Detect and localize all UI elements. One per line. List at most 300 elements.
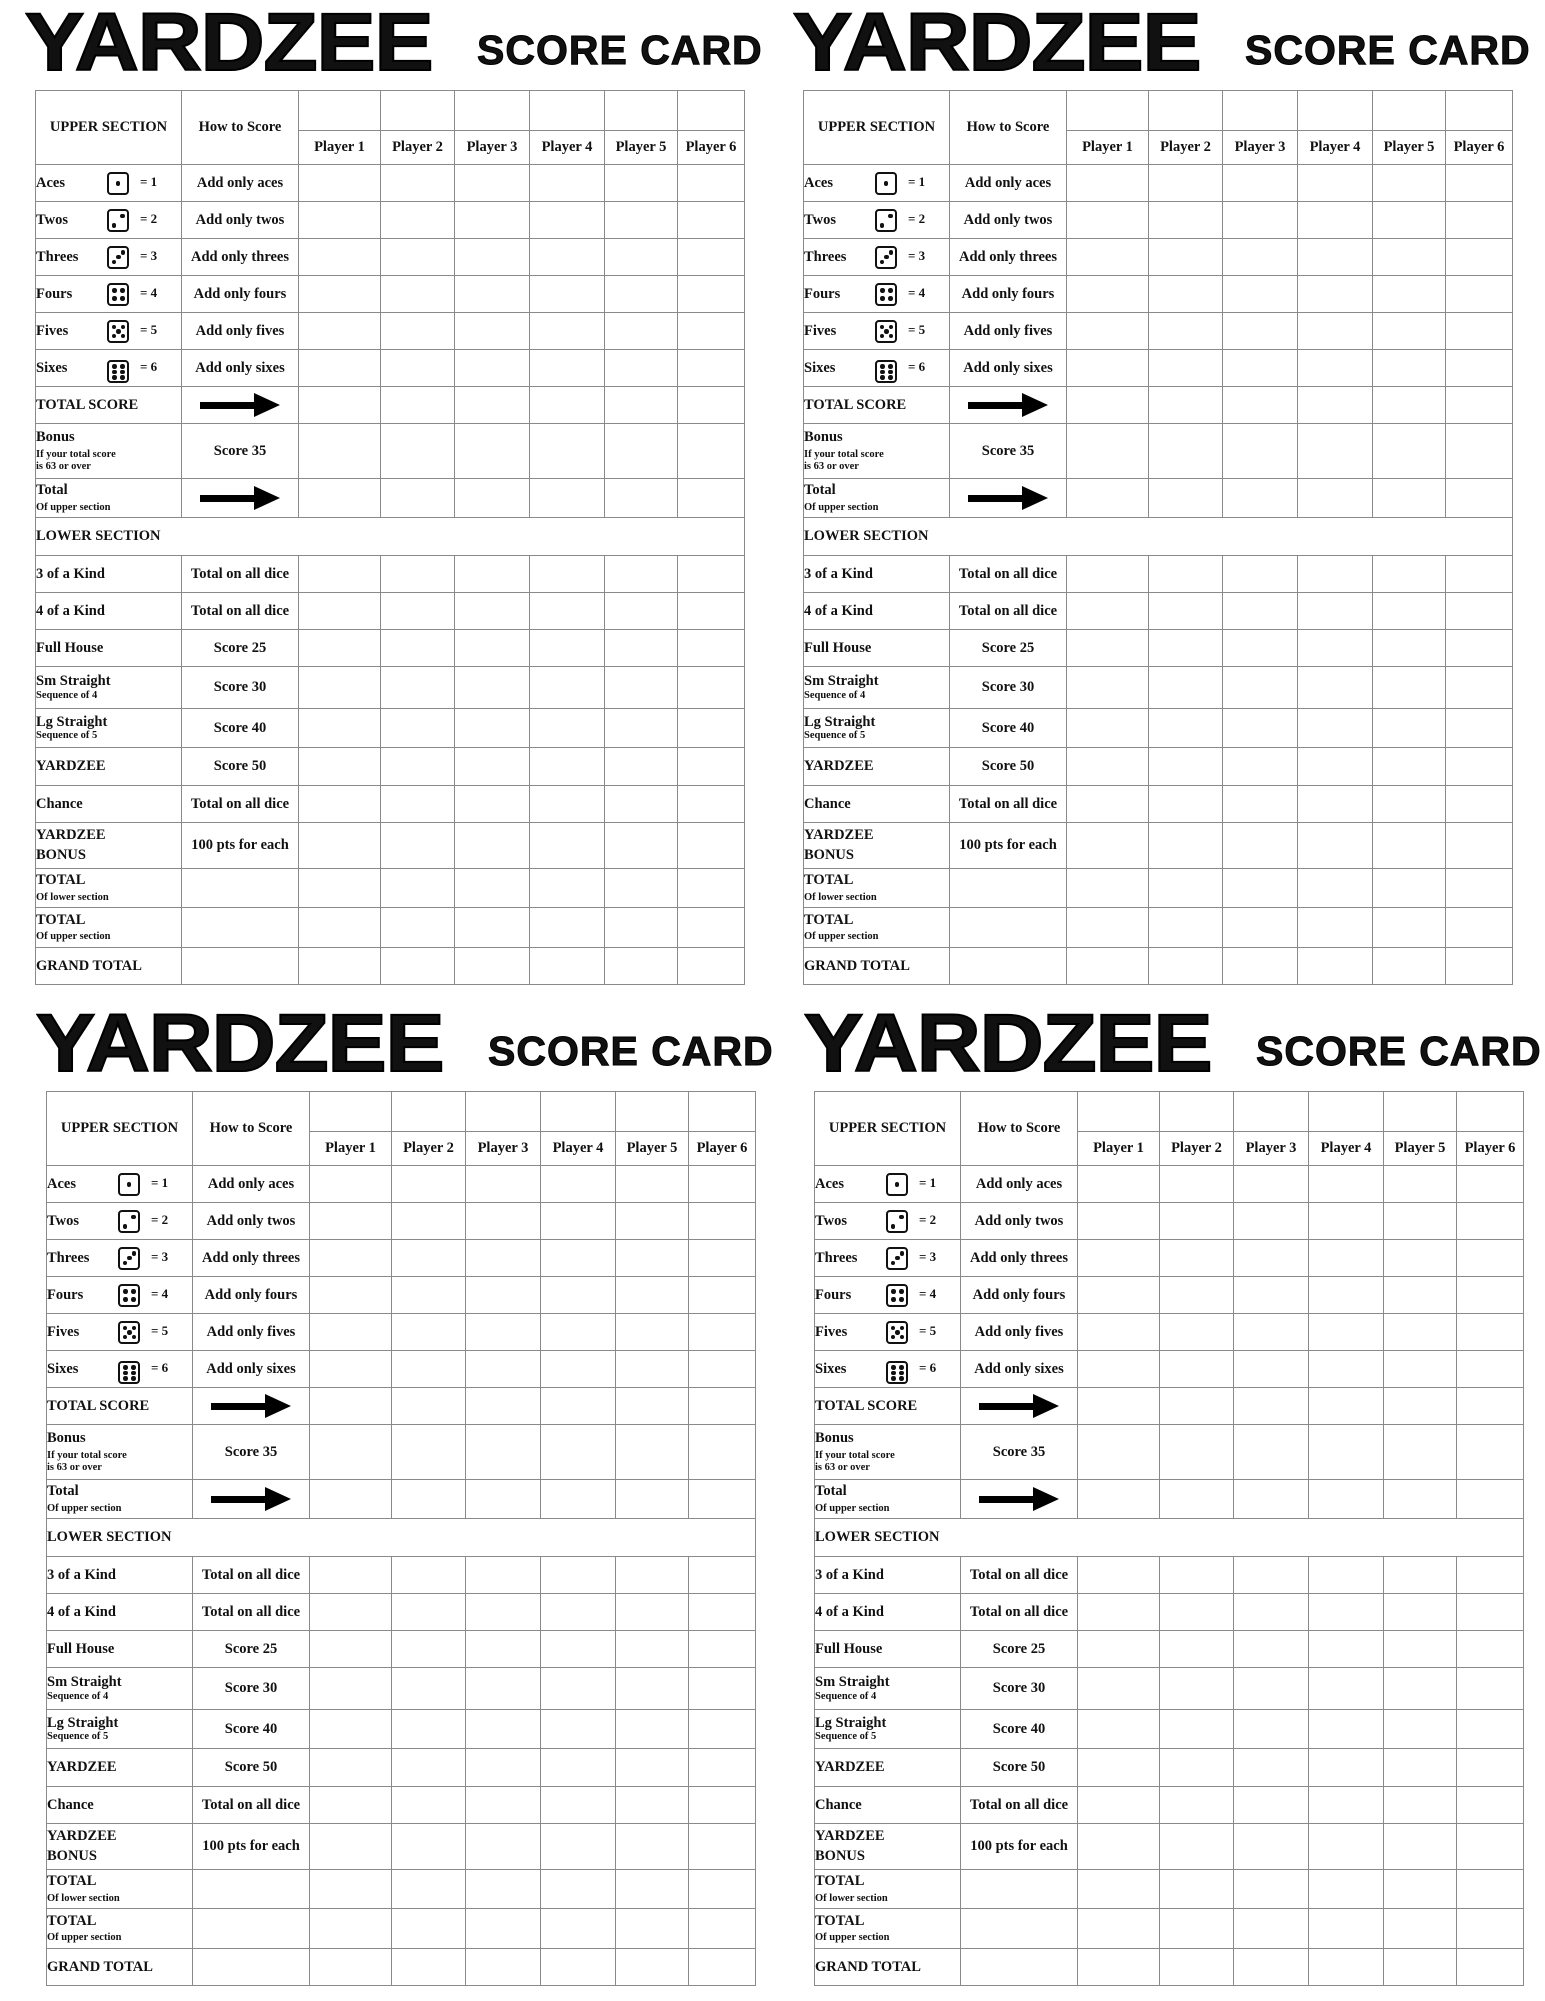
score-cell[interactable]	[1067, 239, 1149, 276]
score-cell[interactable]	[466, 1668, 541, 1710]
score-cell[interactable]	[1223, 239, 1298, 276]
score-cell[interactable]	[1223, 387, 1298, 424]
score-cell[interactable]	[392, 1203, 466, 1240]
score-cell[interactable]	[455, 479, 530, 518]
score-cell[interactable]	[1309, 1909, 1384, 1949]
score-cell[interactable]	[541, 1949, 616, 1986]
score-cell[interactable]	[1149, 239, 1223, 276]
score-cell[interactable]	[616, 1277, 689, 1314]
score-cell[interactable]	[1298, 313, 1373, 350]
score-cell[interactable]	[1446, 709, 1513, 748]
score-cell[interactable]	[1298, 948, 1373, 985]
score-cell[interactable]	[392, 1314, 466, 1351]
score-cell[interactable]	[605, 424, 678, 479]
score-cell[interactable]	[1160, 1631, 1234, 1668]
score-cell[interactable]	[1078, 1594, 1160, 1631]
score-cell[interactable]	[466, 1870, 541, 1909]
score-cell[interactable]	[1298, 165, 1373, 202]
score-cell[interactable]	[1384, 1240, 1457, 1277]
score-cell[interactable]	[310, 1787, 392, 1824]
score-cell[interactable]	[689, 1949, 756, 1986]
score-cell[interactable]	[530, 479, 605, 518]
score-cell[interactable]	[1298, 823, 1373, 869]
score-cell[interactable]	[1223, 202, 1298, 239]
score-cell[interactable]	[1446, 276, 1513, 313]
score-cell[interactable]	[299, 823, 381, 869]
score-cell[interactable]	[678, 165, 745, 202]
score-cell[interactable]	[1384, 1824, 1457, 1870]
score-cell[interactable]	[381, 239, 455, 276]
score-cell[interactable]	[381, 667, 455, 709]
score-cell[interactable]	[466, 1240, 541, 1277]
score-cell[interactable]	[1446, 667, 1513, 709]
score-cell[interactable]	[1298, 667, 1373, 709]
score-cell[interactable]	[310, 1824, 392, 1870]
score-cell[interactable]	[1446, 313, 1513, 350]
score-cell[interactable]	[466, 1787, 541, 1824]
score-cell[interactable]	[392, 1870, 466, 1909]
score-cell[interactable]	[689, 1314, 756, 1351]
score-cell[interactable]	[1160, 1557, 1234, 1594]
score-cell[interactable]	[1149, 908, 1223, 948]
score-cell[interactable]	[392, 1240, 466, 1277]
score-cell[interactable]	[530, 593, 605, 630]
score-cell[interactable]	[1223, 869, 1298, 908]
score-cell[interactable]	[381, 908, 455, 948]
score-cell[interactable]	[1446, 165, 1513, 202]
score-cell[interactable]	[381, 556, 455, 593]
score-cell[interactable]	[1373, 709, 1446, 748]
score-cell[interactable]	[1384, 1166, 1457, 1203]
score-cell[interactable]	[381, 165, 455, 202]
score-cell[interactable]	[466, 1277, 541, 1314]
score-cell[interactable]	[530, 869, 605, 908]
score-cell[interactable]	[616, 1909, 689, 1949]
score-cell[interactable]	[392, 1909, 466, 1949]
score-cell[interactable]	[541, 1314, 616, 1351]
score-cell[interactable]	[1067, 350, 1149, 387]
score-cell[interactable]	[1160, 1710, 1234, 1749]
score-cell[interactable]	[605, 387, 678, 424]
score-cell[interactable]	[1457, 1277, 1524, 1314]
player-name-cell[interactable]	[1457, 1092, 1524, 1132]
score-cell[interactable]	[1373, 276, 1446, 313]
score-cell[interactable]	[1384, 1787, 1457, 1824]
score-cell[interactable]	[678, 424, 745, 479]
score-cell[interactable]	[616, 1557, 689, 1594]
score-cell[interactable]	[689, 1749, 756, 1787]
score-cell[interactable]	[1298, 593, 1373, 630]
score-cell[interactable]	[541, 1203, 616, 1240]
player-name-cell[interactable]	[1078, 1092, 1160, 1132]
score-cell[interactable]	[1446, 869, 1513, 908]
score-cell[interactable]	[1067, 593, 1149, 630]
score-cell[interactable]	[1309, 1631, 1384, 1668]
score-cell[interactable]	[1298, 350, 1373, 387]
score-cell[interactable]	[1223, 556, 1298, 593]
score-cell[interactable]	[689, 1203, 756, 1240]
score-cell[interactable]	[1223, 908, 1298, 948]
score-cell[interactable]	[1223, 479, 1298, 518]
score-cell[interactable]	[1078, 1787, 1160, 1824]
score-cell[interactable]	[1078, 1351, 1160, 1388]
score-cell[interactable]	[392, 1166, 466, 1203]
score-cell[interactable]	[541, 1710, 616, 1749]
score-cell[interactable]	[1373, 786, 1446, 823]
score-cell[interactable]	[1160, 1314, 1234, 1351]
score-cell[interactable]	[1149, 424, 1223, 479]
score-cell[interactable]	[616, 1240, 689, 1277]
player-name-cell[interactable]	[605, 91, 678, 131]
score-cell[interactable]	[392, 1631, 466, 1668]
score-cell[interactable]	[455, 165, 530, 202]
score-cell[interactable]	[1067, 948, 1149, 985]
score-cell[interactable]	[678, 313, 745, 350]
score-cell[interactable]	[1234, 1351, 1309, 1388]
score-cell[interactable]	[530, 165, 605, 202]
score-cell[interactable]	[1234, 1824, 1309, 1870]
score-cell[interactable]	[1457, 1710, 1524, 1749]
score-cell[interactable]	[689, 1668, 756, 1710]
score-cell[interactable]	[1457, 1240, 1524, 1277]
score-cell[interactable]	[1223, 165, 1298, 202]
score-cell[interactable]	[616, 1594, 689, 1631]
score-cell[interactable]	[455, 709, 530, 748]
score-cell[interactable]	[616, 1314, 689, 1351]
score-cell[interactable]	[1160, 1824, 1234, 1870]
score-cell[interactable]	[530, 630, 605, 667]
score-cell[interactable]	[1298, 239, 1373, 276]
score-cell[interactable]	[1298, 748, 1373, 786]
score-cell[interactable]	[605, 667, 678, 709]
score-cell[interactable]	[541, 1277, 616, 1314]
score-cell[interactable]	[310, 1949, 392, 1986]
score-cell[interactable]	[1234, 1277, 1309, 1314]
score-cell[interactable]	[381, 593, 455, 630]
score-cell[interactable]	[1373, 869, 1446, 908]
score-cell[interactable]	[455, 202, 530, 239]
score-cell[interactable]	[689, 1631, 756, 1668]
score-cell[interactable]	[678, 748, 745, 786]
score-cell[interactable]	[299, 479, 381, 518]
score-cell[interactable]	[1234, 1909, 1309, 1949]
score-cell[interactable]	[466, 1824, 541, 1870]
score-cell[interactable]	[1309, 1314, 1384, 1351]
score-cell[interactable]	[1078, 1166, 1160, 1203]
score-cell[interactable]	[689, 1557, 756, 1594]
score-cell[interactable]	[1149, 630, 1223, 667]
score-cell[interactable]	[616, 1749, 689, 1787]
score-cell[interactable]	[1234, 1203, 1309, 1240]
score-cell[interactable]	[455, 276, 530, 313]
score-cell[interactable]	[1160, 1425, 1234, 1480]
score-cell[interactable]	[1160, 1351, 1234, 1388]
score-cell[interactable]	[616, 1949, 689, 1986]
score-cell[interactable]	[1309, 1594, 1384, 1631]
score-cell[interactable]	[299, 387, 381, 424]
score-cell[interactable]	[1309, 1870, 1384, 1909]
score-cell[interactable]	[530, 387, 605, 424]
score-cell[interactable]	[1160, 1787, 1234, 1824]
score-cell[interactable]	[299, 948, 381, 985]
score-cell[interactable]	[466, 1594, 541, 1631]
score-cell[interactable]	[1078, 1240, 1160, 1277]
score-cell[interactable]	[678, 593, 745, 630]
score-cell[interactable]	[1078, 1710, 1160, 1749]
score-cell[interactable]	[466, 1710, 541, 1749]
score-cell[interactable]	[1234, 1240, 1309, 1277]
score-cell[interactable]	[1457, 1824, 1524, 1870]
score-cell[interactable]	[381, 479, 455, 518]
score-cell[interactable]	[1298, 786, 1373, 823]
score-cell[interactable]	[1078, 1824, 1160, 1870]
score-cell[interactable]	[1160, 1480, 1234, 1519]
score-cell[interactable]	[1160, 1949, 1234, 1986]
score-cell[interactable]	[616, 1668, 689, 1710]
score-cell[interactable]	[530, 667, 605, 709]
score-cell[interactable]	[1067, 786, 1149, 823]
score-cell[interactable]	[1298, 869, 1373, 908]
score-cell[interactable]	[1149, 709, 1223, 748]
score-cell[interactable]	[466, 1749, 541, 1787]
score-cell[interactable]	[1373, 948, 1446, 985]
score-cell[interactable]	[299, 313, 381, 350]
score-cell[interactable]	[381, 276, 455, 313]
score-cell[interactable]	[1384, 1203, 1457, 1240]
score-cell[interactable]	[1067, 748, 1149, 786]
score-cell[interactable]	[1223, 313, 1298, 350]
score-cell[interactable]	[1384, 1749, 1457, 1787]
score-cell[interactable]	[1067, 424, 1149, 479]
score-cell[interactable]	[310, 1240, 392, 1277]
score-cell[interactable]	[1078, 1203, 1160, 1240]
score-cell[interactable]	[1384, 1425, 1457, 1480]
score-cell[interactable]	[299, 593, 381, 630]
score-cell[interactable]	[1234, 1594, 1309, 1631]
score-cell[interactable]	[1234, 1787, 1309, 1824]
score-cell[interactable]	[1298, 479, 1373, 518]
score-cell[interactable]	[1223, 630, 1298, 667]
score-cell[interactable]	[299, 748, 381, 786]
score-cell[interactable]	[1457, 1594, 1524, 1631]
score-cell[interactable]	[1373, 823, 1446, 869]
score-cell[interactable]	[1457, 1909, 1524, 1949]
score-cell[interactable]	[530, 313, 605, 350]
score-cell[interactable]	[530, 556, 605, 593]
score-cell[interactable]	[1309, 1749, 1384, 1787]
score-cell[interactable]	[1457, 1314, 1524, 1351]
player-name-cell[interactable]	[466, 1092, 541, 1132]
score-cell[interactable]	[381, 748, 455, 786]
score-cell[interactable]	[1067, 202, 1149, 239]
player-name-cell[interactable]	[1309, 1092, 1384, 1132]
score-cell[interactable]	[530, 709, 605, 748]
score-cell[interactable]	[1223, 424, 1298, 479]
score-cell[interactable]	[1457, 1557, 1524, 1594]
score-cell[interactable]	[1234, 1314, 1309, 1351]
score-cell[interactable]	[1223, 667, 1298, 709]
score-cell[interactable]	[310, 1277, 392, 1314]
score-cell[interactable]	[392, 1388, 466, 1425]
score-cell[interactable]	[1309, 1787, 1384, 1824]
score-cell[interactable]	[466, 1631, 541, 1668]
score-cell[interactable]	[1067, 165, 1149, 202]
score-cell[interactable]	[678, 948, 745, 985]
score-cell[interactable]	[1309, 1166, 1384, 1203]
score-cell[interactable]	[392, 1425, 466, 1480]
score-cell[interactable]	[310, 1388, 392, 1425]
player-name-cell[interactable]	[530, 91, 605, 131]
score-cell[interactable]	[299, 165, 381, 202]
score-cell[interactable]	[310, 1166, 392, 1203]
score-cell[interactable]	[1078, 1388, 1160, 1425]
score-cell[interactable]	[1149, 948, 1223, 985]
score-cell[interactable]	[1309, 1557, 1384, 1594]
score-cell[interactable]	[1160, 1909, 1234, 1949]
score-cell[interactable]	[392, 1824, 466, 1870]
score-cell[interactable]	[381, 948, 455, 985]
score-cell[interactable]	[1309, 1240, 1384, 1277]
score-cell[interactable]	[1457, 1388, 1524, 1425]
score-cell[interactable]	[678, 350, 745, 387]
score-cell[interactable]	[530, 948, 605, 985]
score-cell[interactable]	[1078, 1749, 1160, 1787]
score-cell[interactable]	[1373, 350, 1446, 387]
score-cell[interactable]	[616, 1870, 689, 1909]
score-cell[interactable]	[392, 1749, 466, 1787]
score-cell[interactable]	[541, 1480, 616, 1519]
score-cell[interactable]	[678, 869, 745, 908]
score-cell[interactable]	[689, 1166, 756, 1203]
score-cell[interactable]	[541, 1240, 616, 1277]
score-cell[interactable]	[392, 1787, 466, 1824]
score-cell[interactable]	[1067, 556, 1149, 593]
score-cell[interactable]	[1067, 869, 1149, 908]
score-cell[interactable]	[299, 869, 381, 908]
score-cell[interactable]	[1160, 1388, 1234, 1425]
score-cell[interactable]	[1078, 1480, 1160, 1519]
score-cell[interactable]	[1223, 350, 1298, 387]
score-cell[interactable]	[1384, 1388, 1457, 1425]
score-cell[interactable]	[381, 786, 455, 823]
score-cell[interactable]	[1457, 1870, 1524, 1909]
score-cell[interactable]	[466, 1425, 541, 1480]
score-cell[interactable]	[1067, 667, 1149, 709]
score-cell[interactable]	[678, 823, 745, 869]
score-cell[interactable]	[1078, 1314, 1160, 1351]
score-cell[interactable]	[605, 748, 678, 786]
score-cell[interactable]	[1160, 1240, 1234, 1277]
score-cell[interactable]	[616, 1425, 689, 1480]
score-cell[interactable]	[310, 1668, 392, 1710]
score-cell[interactable]	[299, 667, 381, 709]
score-cell[interactable]	[1373, 593, 1446, 630]
score-cell[interactable]	[616, 1480, 689, 1519]
score-cell[interactable]	[541, 1166, 616, 1203]
score-cell[interactable]	[616, 1787, 689, 1824]
score-cell[interactable]	[1160, 1166, 1234, 1203]
score-cell[interactable]	[530, 748, 605, 786]
score-cell[interactable]	[678, 556, 745, 593]
score-cell[interactable]	[455, 667, 530, 709]
score-cell[interactable]	[1373, 387, 1446, 424]
score-cell[interactable]	[605, 313, 678, 350]
score-cell[interactable]	[541, 1351, 616, 1388]
score-cell[interactable]	[541, 1909, 616, 1949]
score-cell[interactable]	[381, 630, 455, 667]
score-cell[interactable]	[466, 1388, 541, 1425]
score-cell[interactable]	[299, 350, 381, 387]
score-cell[interactable]	[1457, 1425, 1524, 1480]
score-cell[interactable]	[1384, 1668, 1457, 1710]
score-cell[interactable]	[1234, 1949, 1309, 1986]
score-cell[interactable]	[1067, 276, 1149, 313]
score-cell[interactable]	[530, 424, 605, 479]
score-cell[interactable]	[1309, 1949, 1384, 1986]
score-cell[interactable]	[605, 556, 678, 593]
score-cell[interactable]	[1298, 424, 1373, 479]
player-name-cell[interactable]	[616, 1092, 689, 1132]
score-cell[interactable]	[392, 1594, 466, 1631]
score-cell[interactable]	[605, 276, 678, 313]
score-cell[interactable]	[1446, 202, 1513, 239]
score-cell[interactable]	[1373, 313, 1446, 350]
score-cell[interactable]	[1149, 202, 1223, 239]
score-cell[interactable]	[381, 709, 455, 748]
score-cell[interactable]	[678, 276, 745, 313]
score-cell[interactable]	[689, 1425, 756, 1480]
score-cell[interactable]	[1234, 1557, 1309, 1594]
score-cell[interactable]	[381, 387, 455, 424]
player-name-cell[interactable]	[1446, 91, 1513, 131]
score-cell[interactable]	[605, 165, 678, 202]
score-cell[interactable]	[689, 1909, 756, 1949]
player-name-cell[interactable]	[678, 91, 745, 131]
score-cell[interactable]	[310, 1909, 392, 1949]
score-cell[interactable]	[1067, 479, 1149, 518]
score-cell[interactable]	[1373, 748, 1446, 786]
score-cell[interactable]	[1446, 387, 1513, 424]
score-cell[interactable]	[1223, 948, 1298, 985]
score-cell[interactable]	[1384, 1557, 1457, 1594]
score-cell[interactable]	[466, 1909, 541, 1949]
score-cell[interactable]	[1446, 556, 1513, 593]
score-cell[interactable]	[455, 948, 530, 985]
score-cell[interactable]	[392, 1949, 466, 1986]
player-name-cell[interactable]	[381, 91, 455, 131]
score-cell[interactable]	[1446, 593, 1513, 630]
score-cell[interactable]	[541, 1870, 616, 1909]
score-cell[interactable]	[1298, 709, 1373, 748]
score-cell[interactable]	[541, 1824, 616, 1870]
score-cell[interactable]	[530, 350, 605, 387]
score-cell[interactable]	[689, 1870, 756, 1909]
player-name-cell[interactable]	[541, 1092, 616, 1132]
player-name-cell[interactable]	[689, 1092, 756, 1132]
score-cell[interactable]	[1149, 165, 1223, 202]
score-cell[interactable]	[541, 1668, 616, 1710]
score-cell[interactable]	[530, 786, 605, 823]
score-cell[interactable]	[678, 479, 745, 518]
score-cell[interactable]	[310, 1870, 392, 1909]
score-cell[interactable]	[1234, 1870, 1309, 1909]
score-cell[interactable]	[1373, 630, 1446, 667]
score-cell[interactable]	[605, 709, 678, 748]
score-cell[interactable]	[466, 1203, 541, 1240]
score-cell[interactable]	[455, 387, 530, 424]
score-cell[interactable]	[381, 424, 455, 479]
score-cell[interactable]	[541, 1388, 616, 1425]
